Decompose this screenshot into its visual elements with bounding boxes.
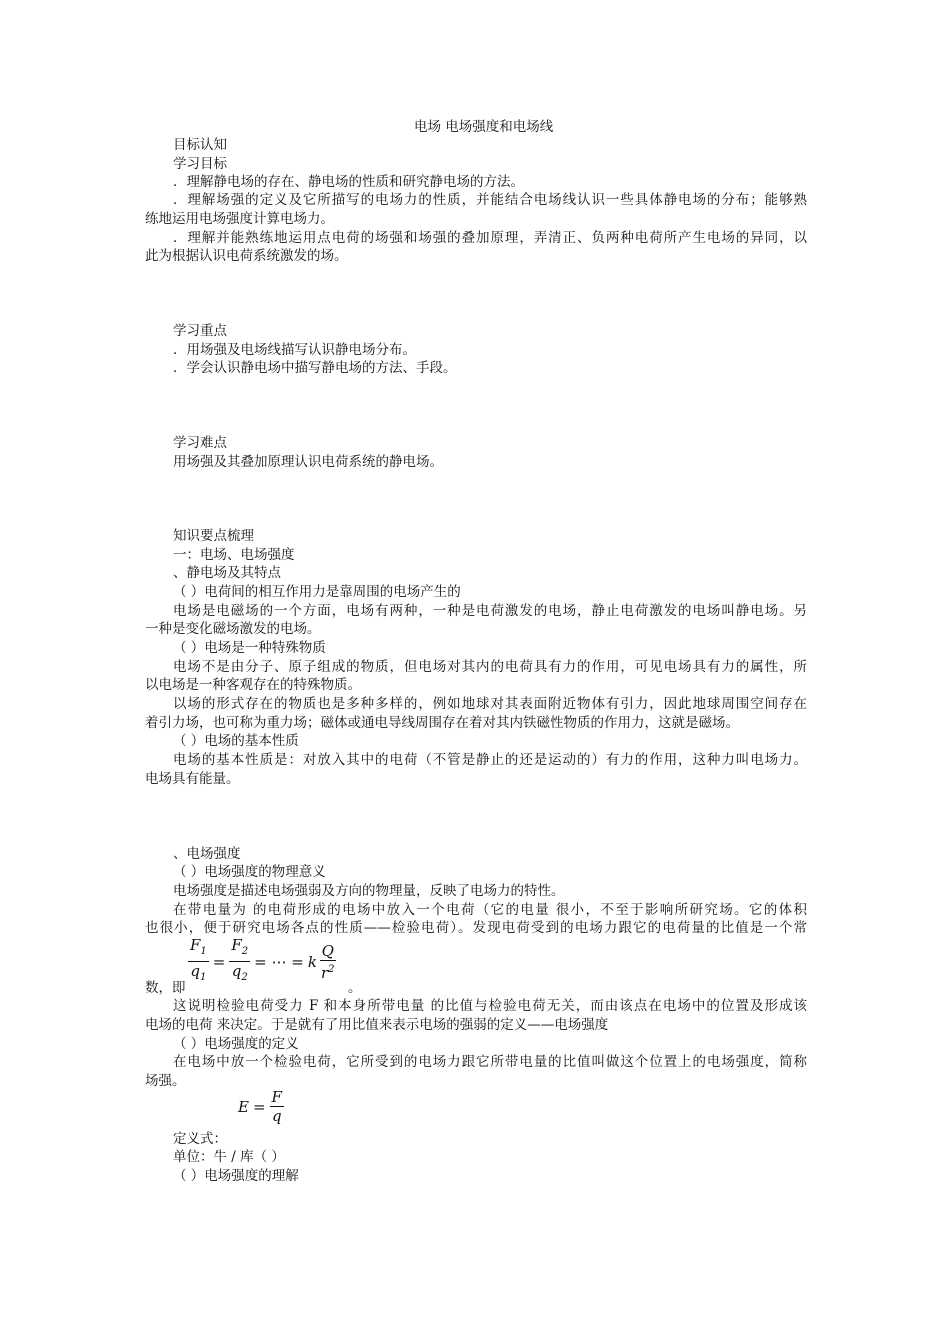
paragraph-line: ．理解并能熟练地运用点电荷的场强和场强的叠加原理，弄清正、负两种电荷所产生电场的异同，以	[173, 230, 807, 246]
section-heading: 学习目标	[173, 156, 227, 172]
paragraph-line: 电场的基本性质是：对放入其中的电荷（不管是静止的还是运动的）有力的作用，这种力叫电场力。	[173, 752, 807, 768]
paragraph-line: 电场是电磁场的一个方面，电场有两种，一种是电荷激发的电场，静止电荷激发的电场叫静电场。另	[173, 603, 807, 619]
paragraph-line: 电场强度是描述电场强弱及方向的物理量，反映了电场力的特性。	[173, 883, 565, 899]
paragraph-line: ．理解场强的定义及它所描写的电场力的性质，并能结合电场线认识一些具体静电场的分布；能够熟	[173, 192, 807, 208]
paragraph-line: 以场的形式存在的物质也是多种多样的，例如地球对其表面附近物体有引力，因此地球周围空间存在	[173, 696, 807, 712]
page-title: 电场 电场强度和电场线	[414, 119, 554, 135]
paragraph-line: 这说明检验电荷受力 F 和本身所带电量 的比值与检验电荷无关，而由该点在电场中的位置及形成该	[173, 998, 807, 1014]
fraction: $\frac{F}{q}$	[271, 1088, 282, 1125]
section-heading: 学习难点	[173, 435, 227, 451]
fraction: $\frac{Q}{r^2}$	[320, 941, 335, 982]
paragraph-line: 着引力场，也可称为重力场；磁体或通电导线周围存在着对其内铁磁性物质的作用力，这就是磁场。	[145, 715, 739, 731]
paragraph-line: 练地运用电场强度计算电场力。	[145, 211, 334, 227]
paragraph-line: 此为根据认识电荷系统激发的场。	[145, 248, 348, 264]
paragraph-line: ．学会认识静电场中描写静电场的方法、手段。	[173, 360, 457, 376]
ratio-formula: $\frac{F_1}{q_1}$ = $\frac{F_2}{q_2}$ = ⋯ = k $\frac{Q}{r^2}$	[188, 936, 337, 987]
paragraph-line: ．理解静电场的存在、静电场的性质和研究静电场的方法。	[173, 174, 524, 190]
paragraph-line: 在带电量为 的电荷形成的电场中放入一个电荷（它的电量 很小，不至于影响所研究场。它的体积	[173, 902, 807, 918]
paragraph-line: 电场具有能量。	[145, 771, 240, 787]
section-heading: 一：电场、电场强度	[173, 547, 295, 563]
subsection-heading: （ ）电场是一种特殊物质	[173, 640, 326, 656]
paragraph-line: 电场不是由分子、原子组成的物质，但电场对其内的电荷具有力的作用，可见电场具有力的属性，所	[173, 659, 807, 675]
fraction: $\frac{F_1}{q_1}$	[190, 936, 207, 983]
paragraph-line: ．用场强及电场线描写认识静电场分布。	[173, 342, 416, 358]
section-heading: 学习重点	[173, 323, 227, 339]
section-heading: 目标认知	[173, 137, 227, 153]
paragraph-line: 电场的电荷 来决定。于是就有了用比值来表示电场的强弱的定义——电场强度	[145, 1017, 609, 1033]
subsection-heading: （ ）电场强度的理解	[173, 1168, 299, 1184]
field-strength-formula: E = $\frac{F}{q}$	[238, 1088, 282, 1125]
section-heading: 知识要点梳理	[173, 528, 254, 544]
subsection-heading: 、静电场及其特点	[173, 565, 281, 581]
subsection-heading: （ ）电场强度的定义	[173, 1036, 299, 1052]
paragraph-line: 也很小，便于研究电场各点的性质——检验电荷）。发现电荷受到的电场力跟它的电荷量的比值是一个常	[145, 920, 807, 936]
paragraph-line: 一种是变化磁场激发的电场。	[145, 621, 321, 637]
paragraph-line: 以电场是一种客观存在的特殊物质。	[145, 677, 361, 693]
fraction: $\frac{F_2}{q_2}$	[231, 936, 249, 983]
paragraph-line: 用场强及其叠加原理认识电荷系统的静电场。	[173, 454, 443, 470]
paragraph-line: 。	[348, 980, 362, 996]
paragraph-line: 场强。	[145, 1073, 186, 1089]
subsection-heading: 、电场强度	[173, 846, 241, 862]
subsection-heading: （ ）电场强度的物理意义	[173, 864, 326, 880]
paragraph-line: 单位：牛 / 库（ ）	[173, 1149, 285, 1165]
paragraph-line: 数，即	[145, 980, 186, 996]
paragraph-line: 定义式：	[173, 1131, 227, 1147]
paragraph-line: 在电场中放一个检验电荷，它所受到的电场力跟它所带电量的比值叫做这个位置上的电场强度，简称	[173, 1054, 807, 1070]
subsection-heading: （ ）电荷间的相互作用力是靠周围的电场产生的	[173, 584, 461, 600]
subsection-heading: （ ）电场的基本性质	[173, 733, 299, 749]
